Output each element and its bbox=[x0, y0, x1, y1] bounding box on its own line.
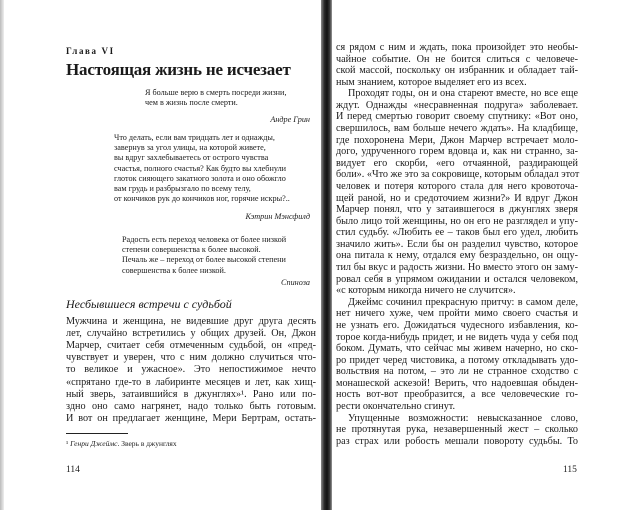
footnote-text: . Зверь в джунглях bbox=[117, 439, 177, 448]
text-line: тил бы вкус и радость жизни. Но вместо этого он заму- bbox=[336, 262, 578, 274]
text-line: боком. Думать, что сейчас мы живем начерно, но ско- bbox=[336, 343, 578, 355]
text-line: ровал себя в упрямом ожидании и остался человеком, bbox=[336, 273, 578, 285]
text-line: свершилось, вам больше нечего ждать». На кладбище, bbox=[336, 123, 578, 135]
epigraph-author: Андре Грин bbox=[270, 115, 310, 124]
text-line: человек и потеря которого стала для него кровоточа- bbox=[336, 180, 578, 192]
epigraph-line: совершенства к более низкой. bbox=[122, 265, 226, 275]
epigraph-line: от кончиков рук до кончиков ног, горячие искры?.. bbox=[114, 194, 290, 204]
chapter-label: Глава VI bbox=[66, 46, 115, 56]
chapter-title: Настоящая жизнь не исчезает bbox=[66, 60, 291, 79]
epigraph-line: вы вдруг захлебываетесь от острого чувства bbox=[114, 153, 269, 163]
epigraph-line: вам грудь и разбрызгало по всему телу, bbox=[114, 184, 251, 193]
epigraph-author: Спиноза bbox=[281, 278, 310, 287]
text-line: Упущенные возможности: невысказанное слово, bbox=[348, 412, 578, 424]
epigraph-line: чем в жизнь после смерти. bbox=[145, 98, 238, 108]
epigraph-line: завернув за угол улицы, на которой живете, bbox=[114, 143, 266, 153]
epigraph-line: степени совершенства к более высокой. bbox=[122, 245, 261, 255]
page-edge bbox=[0, 0, 4, 510]
text-line: не узнать его. Дожидаться чудесного избавления, ко- bbox=[336, 319, 578, 331]
book-spine-shadow bbox=[321, 0, 332, 510]
page-number-left: 114 bbox=[66, 465, 80, 475]
text-line: монашеской аскезой! Верить, что надоевшая обыден- bbox=[336, 377, 578, 389]
text-line: ный зверь, затаившийся в джунглях»¹. Рано или по- bbox=[66, 388, 316, 400]
text-line: вольствия на потом, – это ли не странное сходство с bbox=[336, 366, 578, 378]
text-line: «спрятано где-то в лабиринте месяцев и лет, как хищ- bbox=[66, 376, 316, 388]
epigraph-line: Печаль же – переход от более высокой степени bbox=[122, 255, 286, 265]
footnote-divider bbox=[66, 433, 128, 434]
text-line: чайное событие. Он не боится слиться с человече- bbox=[336, 53, 578, 65]
text-line: Джеймс сочинил прекрасную притчу: в самом деле, bbox=[348, 296, 578, 308]
text-line: рести окончательно сгинут. bbox=[336, 400, 456, 412]
footnote bbox=[66, 439, 177, 448]
text-line: значило жить». Если бы он разделил чувство, которое bbox=[336, 238, 578, 250]
text-line: раз страх или робость мешали повороту судьбы. То bbox=[336, 435, 578, 447]
text-line: ской массой, поскольку он избранник и обладает тай- bbox=[336, 65, 578, 77]
text-line: видует его скорби, «его отчаянной, раздирающей bbox=[336, 157, 578, 169]
text-line: было лицо той женщины, но он его не разглядел и упу- bbox=[336, 215, 578, 227]
text-line: торое когда-нибудь придет, и не видеть чуда у себя под bbox=[336, 331, 578, 343]
text-line: нет ничего хуже, чем пройти мимо своего счастья и bbox=[336, 308, 578, 320]
text-line: то великое и ужасное». Это непостижимое нечто bbox=[66, 364, 316, 376]
text-line: ждут. Однажды «несравненная подруга» заболевает. bbox=[336, 99, 578, 111]
text-line: Марчер, считает себя отмеченным судьбой, он «пред- bbox=[66, 340, 316, 352]
text-line: стил судьбу. «Любить ее – таков был его удел, любить bbox=[336, 227, 578, 239]
text-line: где похоронена Мери, Джон Марчер встречает моло- bbox=[336, 134, 578, 146]
text-line: она питала к нему, отдался ему безраздельно, он ощу- bbox=[336, 250, 578, 262]
text-line: чувствует и уверен, что с ним должно случиться что- bbox=[66, 352, 316, 364]
epigraph-line: Радость есть переход человека от более низкой bbox=[122, 235, 287, 244]
section-heading: Несбывшиеся встречи с судьбой bbox=[66, 297, 232, 311]
text-line: щей раной, но и средоточием жизни?» И вдруг Джон bbox=[336, 192, 578, 204]
text-line: лет, случайно встретились у общих друзей. Он, Джон bbox=[66, 328, 316, 340]
text-line: не протянутая рука, незавершенный жест – сколько bbox=[336, 424, 578, 436]
footnote-marker: ¹ bbox=[66, 439, 69, 448]
text-line: ро придет черед чистовика, а потому откладывать удо- bbox=[336, 354, 578, 366]
text-line: ность вот-вот преобразится, а все человеческие го- bbox=[336, 389, 578, 401]
text-line: Проходят годы, он и она стареют вместе, но все еще bbox=[348, 88, 578, 100]
epigraph-author: Кэтрин Мэнсфилд bbox=[245, 212, 310, 221]
footnote-author: Генри Джеймс bbox=[70, 439, 118, 448]
epigraph-line: счастья, полного счастья? Как будто вы хлебнули bbox=[114, 163, 287, 173]
text-line: здно оно само нагрянет, надо только быть готовым. bbox=[66, 400, 316, 412]
epigraph-line: Я больше верю в смерть посреди жизни, bbox=[145, 88, 287, 97]
text-line: И перед смертью говорит своему спутнику: «Вот оно, bbox=[336, 111, 578, 123]
text-line: боли». «Что же это за сокровище, которым обладал этот bbox=[336, 169, 580, 181]
text-line: И вот он предлагает женщине, Мери Бертрам, остать- bbox=[66, 412, 316, 424]
text-line: Мужчина и женщина, не видевшие друг друга десять bbox=[66, 316, 316, 327]
epigraph-line: Что делать, если вам тридцать лет и однажды, bbox=[114, 133, 275, 142]
page-number-right: 115 bbox=[563, 465, 577, 475]
text-line: «с которым никогда ничего не случится». bbox=[336, 285, 516, 297]
text-line: ным знанием, которое выделяет его из всех. bbox=[336, 76, 527, 88]
epigraph-line: глоток сияющего закатного золота и оно обожгло bbox=[114, 173, 286, 183]
text-line: дого, удрученного горем вдовца и, как ни странно, за- bbox=[336, 146, 578, 158]
text-line: ся рядом с ним и ждать, пока произойдет это необы- bbox=[336, 42, 578, 53]
text-line: Марчер понял, что у затаившегося в джунглях зверя bbox=[336, 204, 578, 216]
